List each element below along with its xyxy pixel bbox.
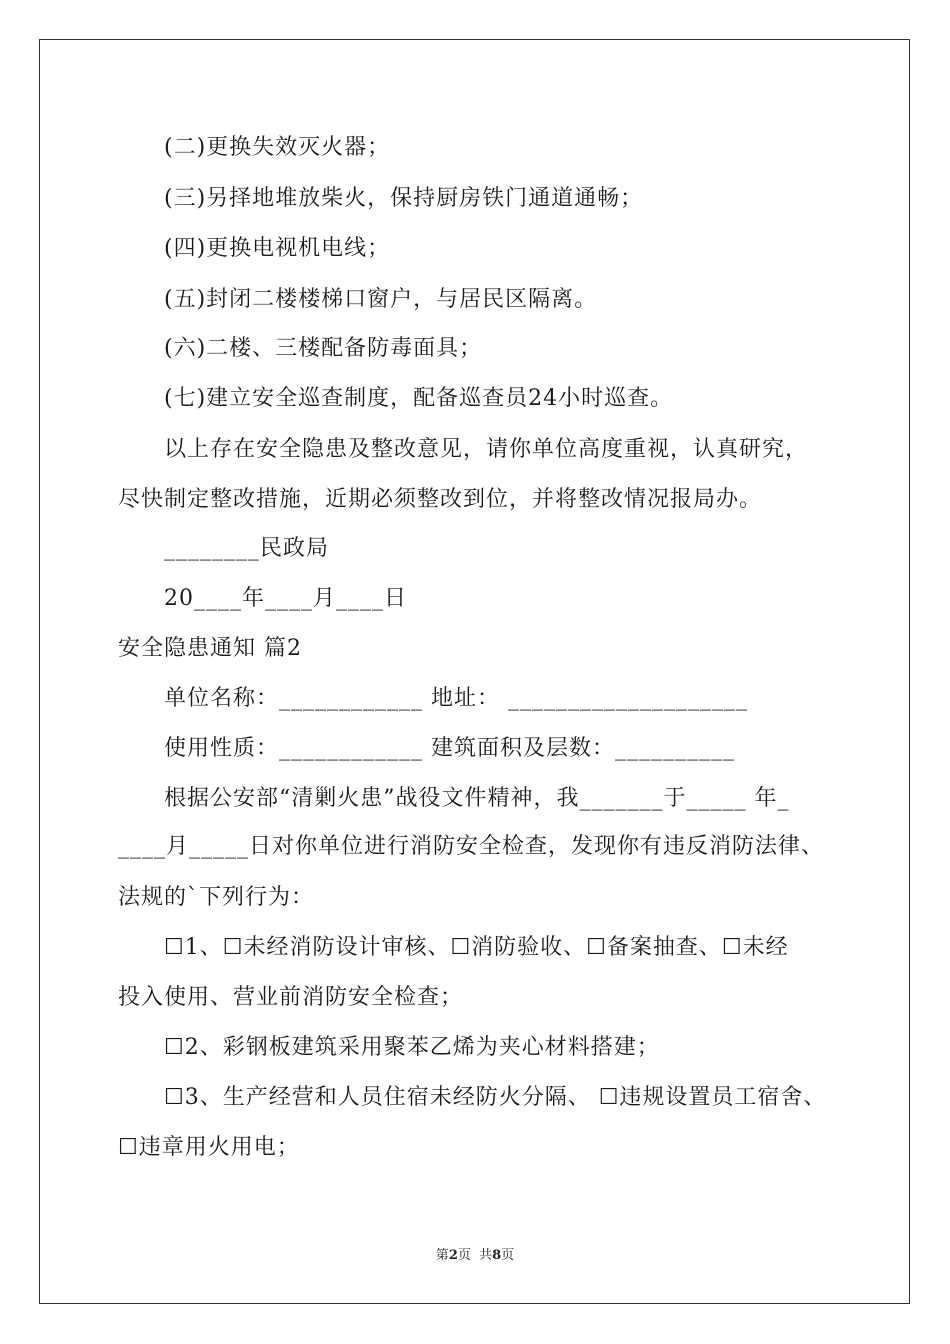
closing-paragraph-line-2: 尽快制定整改措施，近期必须整改到位，并将整改情况报局办。 <box>118 487 763 512</box>
page-prefix: 第 <box>435 1248 449 1263</box>
checklist-item-3-line-1: ☐3、生产经营和人员住宿未经防火分隔、 ☐违规设置员工宿舍、 <box>164 1085 827 1110</box>
current-page-number: 2 <box>448 1248 458 1263</box>
page-footer <box>0 1247 950 1265</box>
page-border <box>39 39 910 1304</box>
paragraph-item-3: (三)另择地堆放柴火，保持厨房铁门通道通畅； <box>164 186 644 211</box>
signature-date: 20____年____月____日 <box>164 586 407 611</box>
checklist-item-2: ☐2、彩钢板建筑采用聚苯乙烯为夹心材料搭建； <box>164 1035 660 1060</box>
checklist-item-1-line-2: 投入使用、营业前消防安全检查； <box>118 985 464 1010</box>
paragraph-item-7: (七)建立安全巡查制度，配备巡查员24小时巡查。 <box>164 386 674 411</box>
checklist-item-1-line-1: ☐1、☐未经消防设计审核、☐消防验收、☐备案抽查、☐未经 <box>164 935 789 960</box>
total-page-number: 8 <box>492 1248 502 1263</box>
notice-paragraph-line-2: ____月_____日对你单位进行消防安全检查，发现你有违反消防法律、 <box>118 834 825 859</box>
paragraph-item-5: (五)封闭二楼楼梯口窗户，与居民区隔离。 <box>164 287 598 312</box>
notice-paragraph-line-3: 法规的`下列行为： <box>118 885 315 910</box>
paragraph-item-4: (四)更换电视机电线； <box>164 236 391 261</box>
closing-paragraph-line-1: 以上存在安全隐患及整改意见，请你单位高度重视，认真研究， <box>164 437 809 462</box>
section-heading: 安全隐患通知 篇2 <box>118 636 302 661</box>
page-middle-text: 页 共 <box>457 1248 493 1263</box>
paragraph-item-6: (六)二楼、三楼配备防毒面具； <box>164 336 483 361</box>
signature-agency: ________民政局 <box>164 536 330 561</box>
paragraph-item-2: (二)更换失效灭火器； <box>164 135 391 160</box>
checklist-item-3-line-2: ☐违章用火用电； <box>118 1135 300 1160</box>
form-line-unit-address: 单位名称：____________ 地址： ____________________ <box>164 686 748 711</box>
notice-paragraph-line-1: 根据公安部“清剿火患”战役文件精神，我_______于_____ 年_ <box>164 786 790 811</box>
form-line-usage-area: 使用性质：____________ 建筑面积及层数：__________ <box>164 736 735 761</box>
page-suffix: 页 <box>501 1248 515 1263</box>
